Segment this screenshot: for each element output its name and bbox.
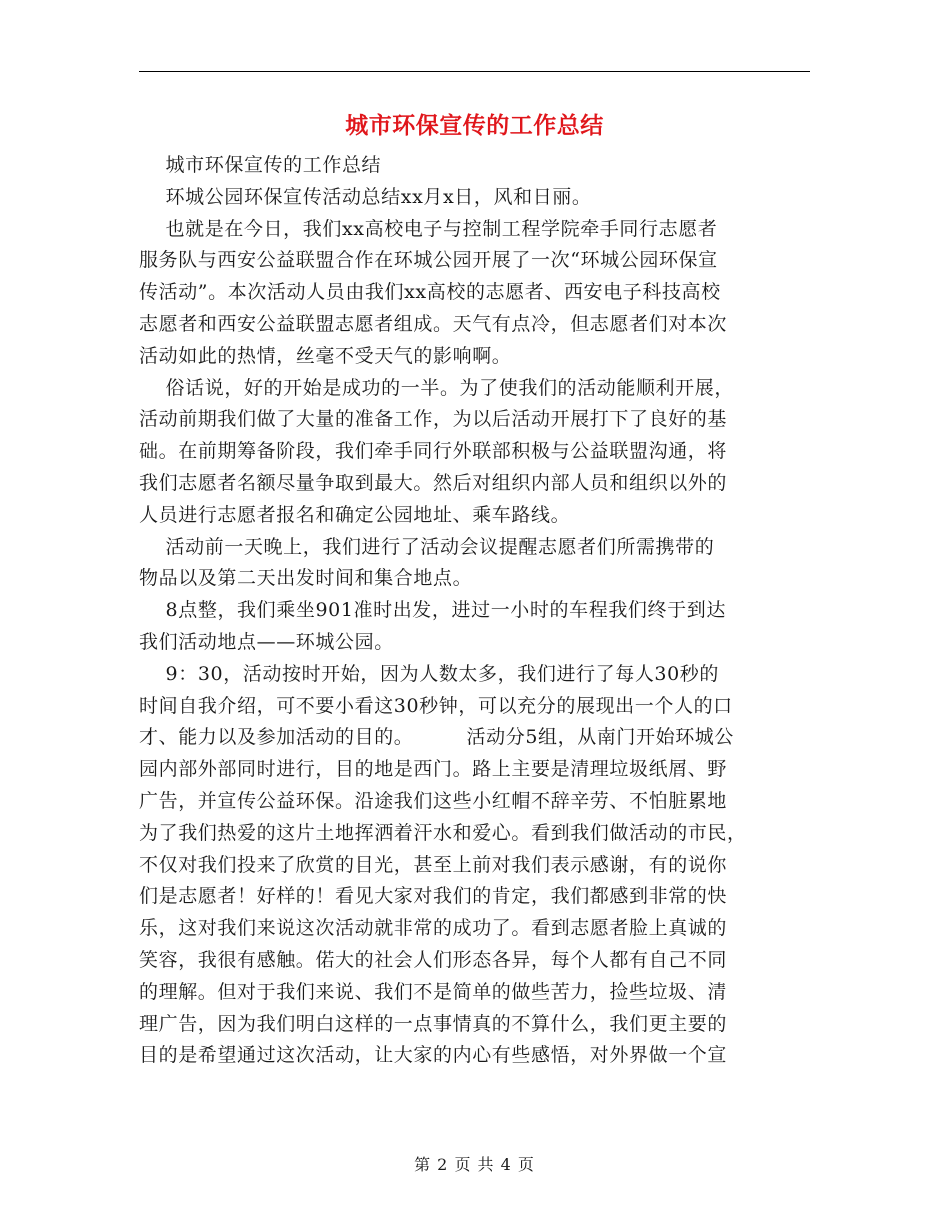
text-line: 的理解。但对于我们来说、我们不是简单的做些苦力，捡些垃圾、清: [139, 980, 728, 1003]
text-line: 服务队与西安公益联盟合作在环城公园开展了一次“环城公园环保宣: [139, 249, 718, 272]
text-line: 活动如此的热情，丝毫不受天气的影响啊。: [139, 344, 512, 367]
text-line: 广告，并宣传公益环保。沿途我们这些小红帽不辞辛劳、不怕脏累地: [139, 789, 728, 812]
text-line: 志愿者和西安公益联盟志愿者组成。天气有点冷，但志愿者们对本次: [139, 312, 728, 335]
text-line: 我们活动地点——环城公园。: [139, 630, 394, 653]
text-line: 城市环保宣传的工作总结: [139, 154, 382, 176]
text-line: 活动前期我们做了大量的准备工作，为以后活动开展打下了良好的基: [139, 408, 728, 431]
text-line: 也就是在今日，我们xx高校电子与控制工程学院牵手同行志愿者: [139, 217, 718, 240]
text-line: 为了我们热爱的这片土地挥洒着汗水和爱心。看到我们做活动的市民，: [139, 821, 747, 844]
text-line: 9：30，活动按时开始，因为人数太多，我们进行了每人30秒的: [139, 662, 720, 685]
text-line: 础。在前期筹备阶段，我们牵手同行外联部积极与公益联盟沟通，将: [139, 440, 728, 463]
text-line: 8点整，我们乘坐901准时出发，进过一小时的车程我们终于到达: [139, 599, 726, 622]
text-line: 时间自我介绍，可不要小看这30秒钟，可以充分的展现出一个人的口: [139, 694, 733, 717]
text-line: 物品以及第二天出发时间和集合地点。: [139, 567, 473, 590]
text-line: 我们志愿者名额尽量争取到最大。然后对组织内部人员和组织以外的: [139, 471, 728, 494]
document-title: 城市环保宣传的工作总结: [345, 112, 604, 139]
text-line: 活动前一天晚上，我们进行了活动会议提醒志愿者们所需携带的: [139, 535, 715, 558]
text-line: 不仅对我们投来了欣赏的目光，甚至上前对我们表示感谢，有的说你: [139, 853, 728, 876]
text-line: 俗话说，好的开始是成功的一半。为了使我们的活动能顺利开展，: [139, 376, 734, 399]
page-footer: 第 2 页 共 4 页: [414, 1155, 535, 1174]
text-line: 乐，这对我们来说这次活动就非常的成功了。看到志愿者脸上真诚的: [139, 917, 728, 940]
text-line: 目的是希望通过这次活动，让大家的内心有些感悟，对外界做一个宣: [139, 1044, 728, 1067]
document-body: [139, 150, 810, 1072]
text-line: 理广告，因为我们明白这样的一点事情真的不算什么，我们更主要的: [139, 1012, 728, 1035]
header-rule: [139, 71, 810, 72]
text-line: 人员进行志愿者报名和确定公园地址、乘车路线。: [139, 503, 571, 526]
text-line: 环城公园环保宣传活动总结xx月x日，风和日丽。: [139, 185, 592, 208]
text-line: 才、能力以及参加活动的目的。 活动分5组，从南门开始环城公: [139, 726, 735, 749]
text-line: 们是志愿者！好样的！看见大家对我们的肯定，我们都感到非常的快: [139, 885, 728, 908]
text-line: 园内部外部同时进行，目的地是西门。路上主要是清理垃圾纸屑、野: [139, 758, 728, 781]
text-line: 传活动”。本次活动人员由我们xx高校的志愿者、西安电子科技高校: [139, 281, 721, 304]
text-line: 笑容，我很有感触。偌大的社会人们形态各异，每个人都有自己不同: [139, 948, 728, 971]
